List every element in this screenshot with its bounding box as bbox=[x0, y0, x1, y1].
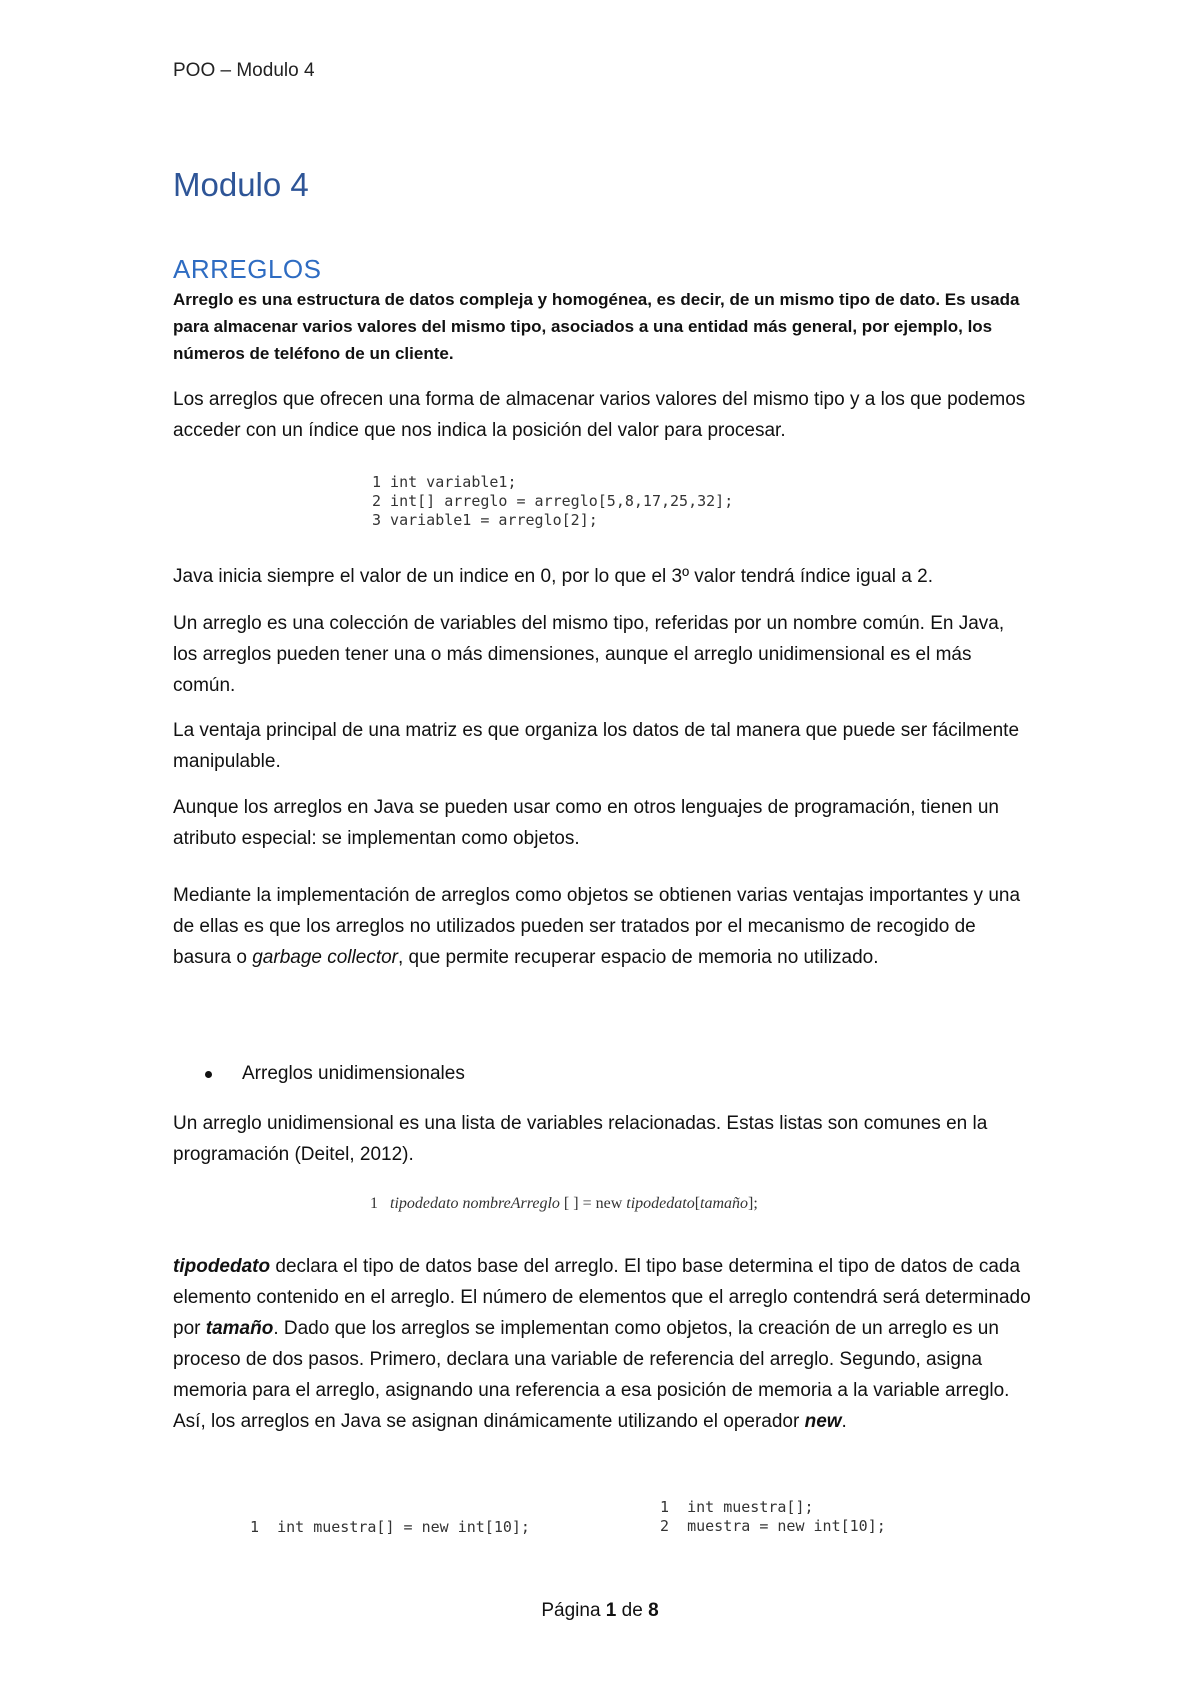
code-line: 1 int muestra[] = new int[10]; bbox=[250, 1518, 530, 1536]
text-run: . bbox=[841, 1411, 847, 1432]
page-footer bbox=[0, 1600, 1200, 1622]
code-sample-two-steps bbox=[660, 1498, 886, 1536]
bold-term: tamaño bbox=[205, 1318, 274, 1339]
page-number: 1 bbox=[605, 1600, 617, 1621]
paragraph-objects: Aunque los arreglos en Java se pueden usar como en otros lenguajes de programación, tienen un atributo especial: se implementan como objetos. bbox=[173, 797, 999, 849]
footer-of: de bbox=[621, 1600, 643, 1621]
paragraph-unidimensional: Un arreglo unidimensional es una lista de variables relacionadas. Estas listas son comunes en la programación (Deitel, 2012). bbox=[173, 1113, 988, 1165]
text-run: declara el tipo de datos base del arreglo. El tipo base determina el tipo de datos de cada elemento contenido en el arreglo. El número de elementos que el arreglo contendrá será determinado por bbox=[173, 1256, 1031, 1339]
paragraph-collection: Un arreglo es una colección de variables del mismo tipo, referidas por un nombre común. En Java, los arreglos pueden tener una o más dimensiones, aunque el arreglo unidimensional es el más común. bbox=[173, 613, 1005, 696]
syntax-type2: tipodedato bbox=[626, 1195, 695, 1212]
section-title: ARREGLOS bbox=[173, 254, 322, 284]
paragraph-garbage-collector bbox=[173, 880, 1033, 973]
bullet-icon bbox=[205, 1071, 212, 1078]
syntax-number: 1 bbox=[370, 1195, 378, 1212]
syntax-name: nombreArreglo bbox=[462, 1195, 560, 1212]
bullet-label: Arreglos unidimensionales bbox=[242, 1063, 465, 1084]
paragraph-index-zero: Java inicia siempre el valor de un indice en 0, por lo que el 3º valor tendrá índice igual a 2. bbox=[173, 566, 933, 587]
code-sample-index bbox=[372, 473, 733, 530]
footer-label: Página bbox=[541, 1600, 601, 1621]
code-line: 3 variable1 = arreglo[2]; bbox=[372, 511, 598, 529]
bold-term: new bbox=[804, 1411, 842, 1432]
text-run: , que permite recuperar espacio de memoria no utilizado. bbox=[398, 947, 879, 968]
page-title: Modulo 4 bbox=[173, 166, 309, 203]
bullet-item bbox=[205, 1063, 465, 1085]
paragraph-arrays-access: Los arreglos que ofrecen una forma de almacenar varios valores del mismo tipo y a los que podemos acceder con un índice que nos indica la posición del valor para procesar. bbox=[173, 389, 1026, 441]
text-run: Mediante la implementación de arreglos como objetos se obtienen varias ventajas importantes y una de ellas es que los arreglos no utilizados pueden ser tratados por el mecanismo de recogido de basura o bbox=[173, 885, 1021, 968]
code-line: 1 int variable1; bbox=[372, 473, 517, 491]
bold-term: tipodedato bbox=[173, 1256, 271, 1277]
syntax-end: ]; bbox=[748, 1195, 758, 1212]
code-line: 1 int muestra[]; bbox=[660, 1498, 814, 1516]
paragraph-advantage: La ventaja principal de una matriz es que organiza los datos de tal manera que puede ser fácilmente manipulable. bbox=[173, 720, 1020, 772]
syntax-type: tipodedato bbox=[390, 1195, 459, 1212]
code-sample-one-step bbox=[250, 1518, 530, 1537]
code-line: 2 int[] arreglo = arreglo[5,8,17,25,32]; bbox=[372, 492, 734, 510]
syntax-size: tamaño bbox=[700, 1195, 749, 1212]
text-run: . Dado que los arreglos se implementan como objetos, la creación de un arreglo es un proceso de dos pasos. Primero, declara una variable de referencia del arreglo. Segundo, asigna memoria para el arreglo, asignando una referencia a esa posición de memoria a la variable arreglo. Así, los arreglos en Java se asignan dinámicamente utilizando el operador bbox=[173, 1318, 1010, 1432]
page-total: 8 bbox=[648, 1600, 659, 1621]
intro-paragraph: Arreglo es una estructura de datos compleja y homogénea, es decir, de un mismo tipo de dato. Es usada para almacenar varios valores del mismo tipo, asociados a una entidad más general, por ejemplo, los números de teléfono de un cliente. bbox=[173, 290, 1020, 363]
code-line: 2 muestra = new int[10]; bbox=[660, 1517, 886, 1535]
syntax-brackets: [ ] = new bbox=[559, 1195, 627, 1212]
page-header: POO – Modulo 4 bbox=[173, 60, 315, 81]
paragraph-tipodedato bbox=[173, 1251, 1033, 1437]
syntax-line: 1 tipodedato nombreArreglo [ ] = new tipodedato[tamaño]; bbox=[370, 1195, 758, 1212]
italic-term: garbage collector bbox=[252, 947, 398, 968]
